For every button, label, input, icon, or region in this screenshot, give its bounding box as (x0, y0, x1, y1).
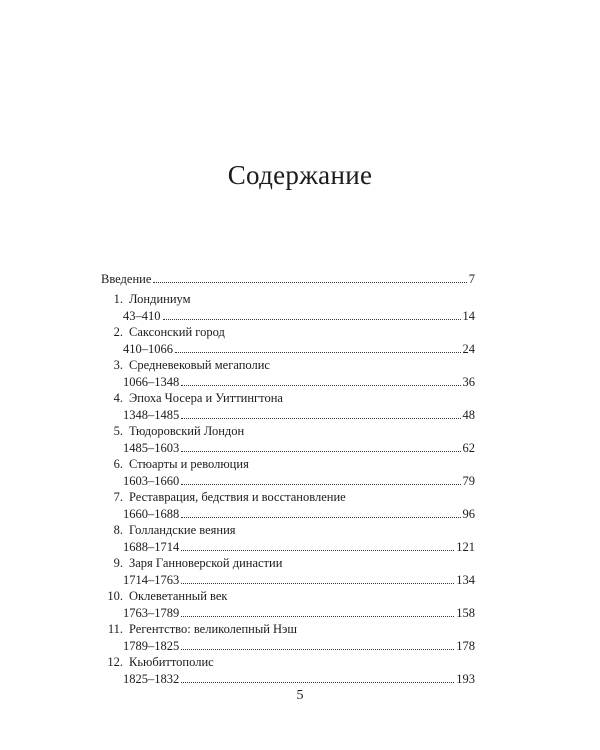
toc-entry-heading (101, 456, 475, 472)
toc-entry-dates-row (101, 604, 475, 621)
dot-leader (163, 319, 461, 320)
toc-entries (101, 291, 475, 687)
toc-entry-dates-row (101, 439, 475, 456)
toc-entry-heading (101, 654, 475, 670)
toc-entry-dates: 1660–1688 (123, 507, 180, 521)
toc-entry-title: Голландские веяния (129, 523, 236, 537)
toc-entry-dates-row (101, 670, 475, 687)
toc-entry[interactable] (101, 654, 475, 687)
toc-entry-dates: 1763–1789 (123, 606, 180, 620)
toc-entry[interactable] (101, 522, 475, 555)
toc-entry[interactable] (101, 621, 475, 654)
toc-entry-title: Заря Ганноверской династии (129, 556, 283, 570)
toc-entry-number: 3. (113, 358, 123, 372)
toc-entry-heading (101, 522, 475, 538)
toc-entry-page: 178 (456, 639, 475, 653)
toc-entry-dates: 1348–1485 (123, 408, 180, 422)
toc-entry-dates-row (101, 307, 475, 324)
toc-entry-page: 121 (456, 540, 475, 554)
toc-entry-number: 8. (113, 523, 123, 537)
dot-leader (181, 616, 454, 617)
toc-intro-page: 7 (468, 272, 475, 286)
toc-entry-number: 7. (113, 490, 123, 504)
dot-leader (181, 550, 454, 551)
dot-leader (181, 385, 460, 386)
toc-entry-dates-row (101, 373, 475, 390)
dot-leader (175, 352, 461, 353)
toc-entry-dates: 410–1066 (123, 342, 173, 356)
dot-leader (181, 451, 460, 452)
toc-entry[interactable] (101, 423, 475, 456)
toc-entry-title: Кьюбиттополис (129, 655, 214, 669)
toc-entry-number: 2. (113, 325, 123, 339)
table-of-contents (101, 270, 475, 687)
dot-leader (181, 682, 454, 683)
toc-entry-dates: 43–410 (123, 309, 161, 323)
toc-entry-title: Эпоха Чосера и Уиттингтона (129, 391, 283, 405)
toc-entry-dates: 1825–1832 (123, 672, 180, 686)
toc-entry[interactable] (101, 357, 475, 390)
toc-entry-page: 14 (462, 309, 475, 323)
toc-entry-title: Оклеветанный век (129, 589, 228, 603)
toc-entry-number: 1. (113, 292, 123, 306)
toc-entry[interactable] (101, 324, 475, 357)
toc-entry-dates: 1603–1660 (123, 474, 180, 488)
toc-entry-dates-row (101, 340, 475, 357)
toc-entry-heading (101, 390, 475, 406)
toc-entry[interactable] (101, 555, 475, 588)
toc-entry-title: Лондиниум (129, 292, 191, 306)
toc-entry-number: 11. (107, 622, 123, 636)
toc-entry-number: 12. (107, 655, 123, 669)
dot-leader (181, 583, 454, 584)
toc-entry[interactable] (101, 291, 475, 324)
toc-entry-heading (101, 423, 475, 439)
toc-entry-dates: 1789–1825 (123, 639, 180, 653)
page-number: 5 (296, 688, 304, 703)
toc-entry-number: 4. (113, 391, 123, 405)
dot-leader (181, 484, 460, 485)
toc-entry-page: 24 (462, 342, 475, 356)
toc-entry-page: 79 (462, 474, 475, 488)
toc-entry-heading (101, 489, 475, 505)
toc-entry[interactable] (101, 588, 475, 621)
toc-entry-dates-row (101, 637, 475, 654)
toc-entry-number: 9. (113, 556, 123, 570)
dot-leader (153, 282, 466, 283)
toc-entry-title: Средневековый мегаполис (129, 358, 270, 372)
toc-entry-heading (101, 555, 475, 571)
toc-entry-page: 134 (456, 573, 475, 587)
dot-leader (181, 649, 454, 650)
toc-entry-dates: 1485–1603 (123, 441, 180, 455)
toc-entry[interactable] (101, 456, 475, 489)
toc-entry[interactable] (101, 489, 475, 522)
toc-entry-dates-row (101, 538, 475, 555)
toc-entry-number: 6. (113, 457, 123, 471)
toc-entry-dates: 1688–1714 (123, 540, 180, 554)
toc-entry-page: 96 (462, 507, 475, 521)
toc-entry[interactable] (101, 390, 475, 423)
toc-entry-title: Тюдоровский Лондон (129, 424, 245, 438)
toc-intro-label: Введение (101, 272, 152, 286)
dot-leader (181, 517, 460, 518)
toc-entry-number: 10. (107, 589, 123, 603)
toc-entry-page: 158 (456, 606, 475, 620)
toc-entry-title: Стюарты и революция (129, 457, 249, 471)
toc-entry-dates: 1066–1348 (123, 375, 180, 389)
toc-entry-heading (101, 324, 475, 340)
toc-entry-heading (101, 357, 475, 373)
toc-entry-page: 193 (456, 672, 475, 686)
toc-entry-heading (101, 588, 475, 604)
toc-entry-dates-row (101, 472, 475, 489)
toc-entry-title: Регентство: великолепный Нэш (129, 622, 298, 636)
page-title: Содержание (227, 160, 373, 190)
toc-entry-dates-row (101, 505, 475, 522)
toc-entry-page: 62 (462, 441, 475, 455)
toc-entry-dates-row (101, 406, 475, 423)
toc-entry-dates-row (101, 571, 475, 588)
toc-entry-page: 36 (462, 375, 475, 389)
toc-entry-number: 5. (113, 424, 123, 438)
toc-entry-title: Саксонский город (129, 325, 225, 339)
toc-entry-page: 48 (462, 408, 475, 422)
dot-leader (181, 418, 460, 419)
toc-entry-dates: 1714–1763 (123, 573, 180, 587)
toc-entry-heading (101, 621, 475, 637)
toc-entry-title: Реставрация, бедствия и восстановление (129, 490, 346, 504)
toc-entry-heading (101, 291, 475, 307)
toc-intro[interactable] (101, 270, 475, 287)
